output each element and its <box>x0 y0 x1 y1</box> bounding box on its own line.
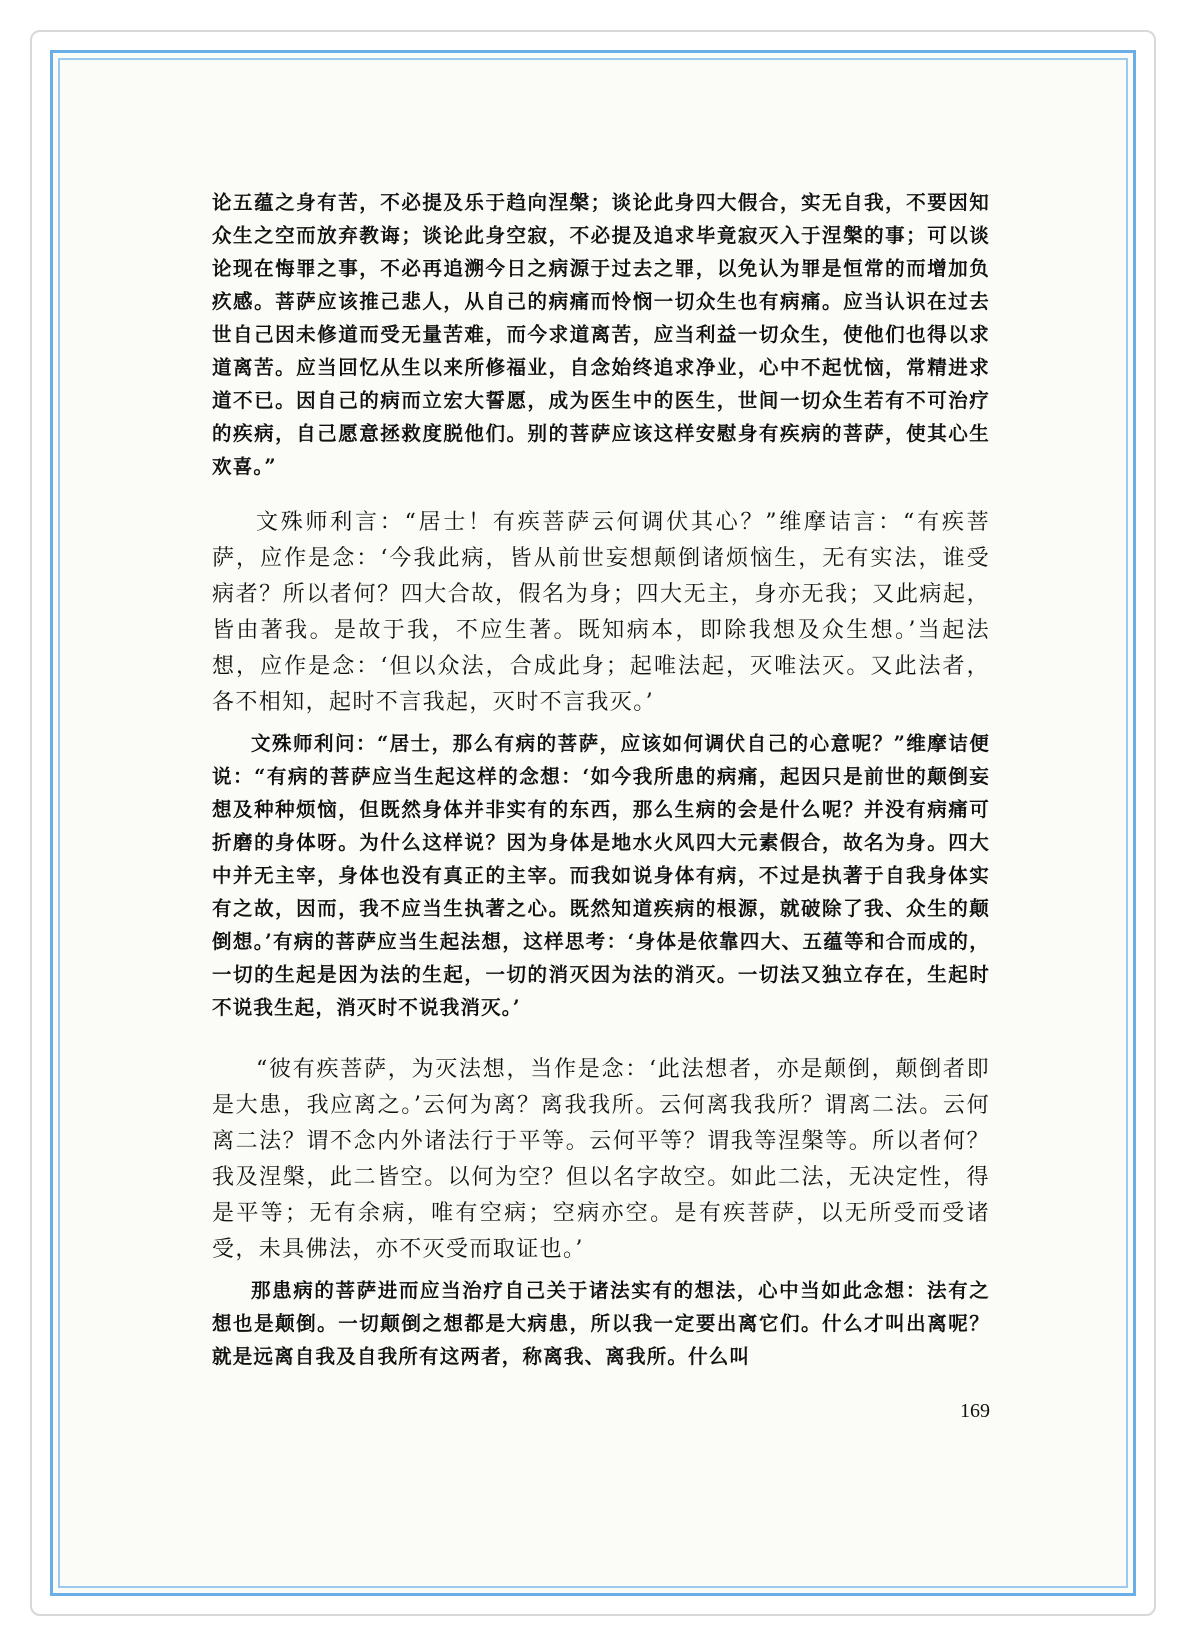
paragraph-translation-2: 文殊师利问：“居士，那么有病的菩萨，应该如何调伏自己的心意呢？”维摩诘便说：“有病的菩萨应当生起这样的念想：‘如今我所患的病痛，起因只是前世的颠倒妄想及种种烦恼，但既然身体并非实有的东西，那么生病的会是什么呢？并没有病痛可折磨的身体呀。为什么这样说？因为身体是地水火风四大元素假合，故名为身。四大中并无主宰，身体也没有真正的主宰。而我如说身体有病，不过是执著于自我身体实有之故，因而，我不应当生执著之心。既然知道疾病的根源，就破除了我、众生的颠倒想。’有病的菩萨应当生起法想，这样思考：‘身体是依靠四大、五蕴等和合而成的，一切的生起是因为法的生起，一切的消灭因为法的消灭。一切法又独立存在，生起时不说我生起，消灭时不说我消灭。’ <box>212 732 990 1019</box>
page-content <box>212 186 990 1373</box>
sutra-block-1 <box>212 505 990 721</box>
paragraph-translation-3: 那患病的菩萨进而应当治疗自己关于诸法实有的想法，心中当如此念想：法有之想也是颠倒。一切颠倒之想都是大病患，所以我一定要出离它们。什么才叫出离呢？就是远离自我及自我所有这两者，称离我、离我所。什么叫 <box>212 1279 990 1368</box>
translation-block-3 <box>212 1274 990 1373</box>
paragraph-translation-1: 论五蕴之身有苦，不必提及乐于趋向涅槃；谈论此身四大假合，实无自我，不要因知众生之空而放弃教诲；谈论此身空寂，不必提及追求毕竟寂灭入于涅槃的事；可以谈论现在悔罪之事，不必再追溯今日之病源于过去之罪，以免认为罪是恒常的而增加负疚感。菩萨应该推己悲人，从自己的病痛而怜悯一切众生也有病痛。应当认识在过去世自己因未修道而受无量苦难，而今求道离苦，应当利益一切众生，使他们也得以求道离苦。应当回忆从生以来所修福业，自念始终追求净业，心中不起忧恼，常精进求道不已。因自己的病而立宏大誓愿，成为医生中的医生，世间一切众生若有不可治疗的疾病，自己愿意拯救度脱他们。别的菩萨应该这样安慰身有疾病的菩萨，使其心生欢喜。” <box>212 191 990 478</box>
translation-block-1 <box>212 186 990 483</box>
page-number: 169 <box>960 1400 990 1422</box>
paragraph-sutra-2: “彼有疾菩萨，为灭法想，当作是念：‘此法想者，亦是颠倒，颠倒者即是大患，我应离之。’云何为离？离我我所。云何离我我所？谓离二法。云何离二法？谓不念内外诸法行于平等。云何平等？谓我等涅槃等。所以者何？我及涅槃，此二皆空。以何为空？但以名字故空。如此二法，无决定性，得是平等；无有余病，唯有空病；空病亦空。是有疾菩萨，以无所受而受诸受，未具佛法，亦不灭受而取证也。’ <box>212 1057 990 1262</box>
paragraph-sutra-1: 文殊师利言：“居士！有疾菩萨云何调伏其心？”维摩诘言：“有疾菩萨，应作是念：‘今我此病，皆从前世妄想颠倒诸烦恼生，无有实法，谁受病者？所以者何？四大合故，假名为身；四大无主，身亦无我；又此病起，皆由著我。是故于我，不应生著。既知病本，即除我想及众生想。’当起法想，应作是念：‘但以众法，合成此身；起唯法起，灭唯法灭。又此法者，各不相知，起时不言我起，灭时不言我灭。’ <box>212 510 990 715</box>
sutra-block-2 <box>212 1052 990 1268</box>
translation-block-2 <box>212 727 990 1024</box>
